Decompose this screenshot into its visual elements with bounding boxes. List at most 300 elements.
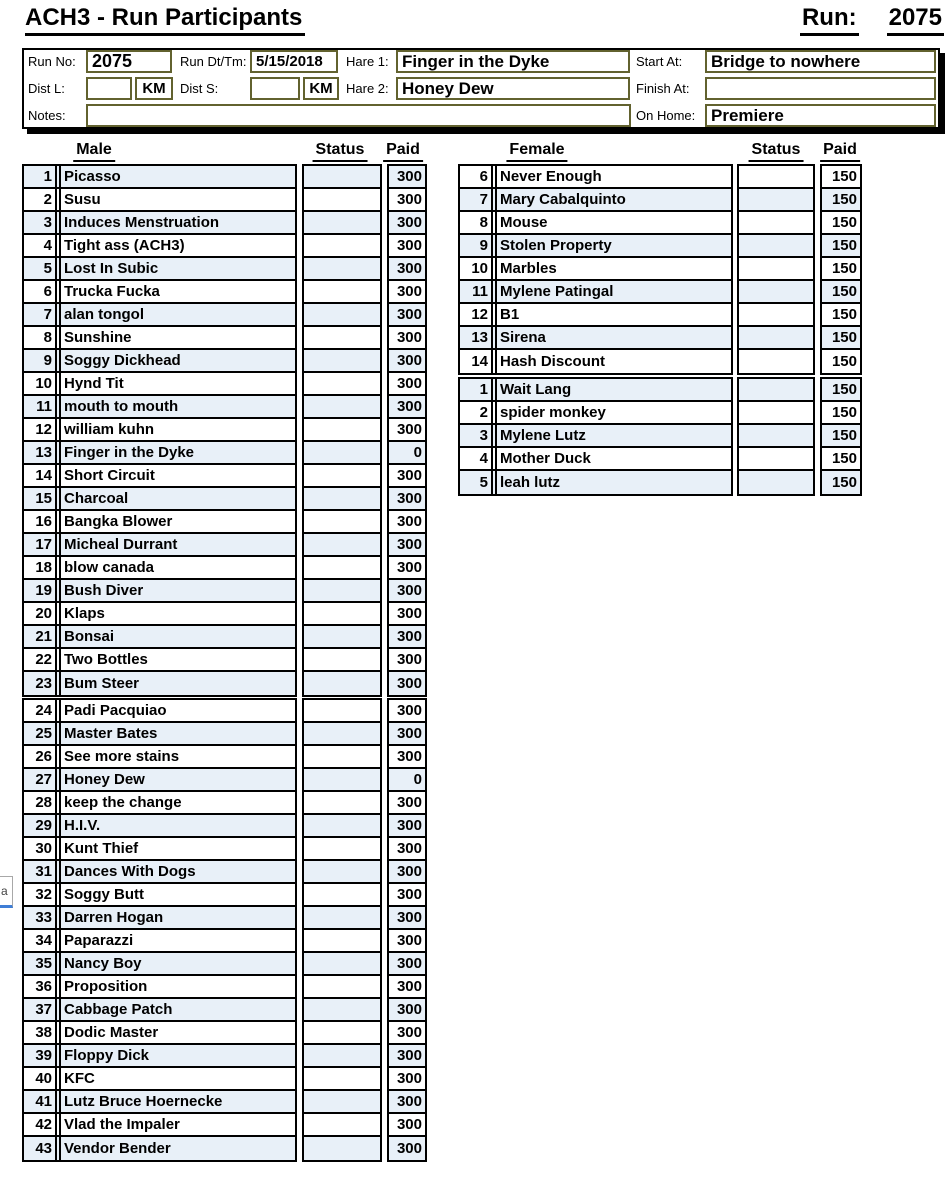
run-no-field[interactable]: 2075 <box>86 50 172 73</box>
participant-name-cell[interactable]: Soggy Dickhead <box>59 350 295 371</box>
participant-name-cell[interactable]: Lost In Subic <box>59 258 295 279</box>
paid-cell[interactable]: 150 <box>822 281 860 304</box>
table-row <box>24 672 295 695</box>
status-cell[interactable] <box>304 488 380 511</box>
status-cell[interactable] <box>304 700 380 723</box>
paid-cell[interactable]: 300 <box>389 511 425 534</box>
paid-cell[interactable]: 150 <box>822 166 860 189</box>
status-cell[interactable] <box>304 603 380 626</box>
row-number: 4 <box>24 235 57 256</box>
table-row <box>24 603 295 626</box>
table-row <box>460 258 731 281</box>
row-number: 35 <box>24 953 57 974</box>
table-row <box>24 580 295 603</box>
finish-at-field[interactable] <box>705 77 936 100</box>
table-row <box>460 402 731 425</box>
hare2-field[interactable]: Honey Dew <box>396 77 630 100</box>
row-number: 1 <box>460 379 493 400</box>
participant-name-cell[interactable]: Short Circuit <box>59 465 295 486</box>
table-row <box>24 1091 295 1114</box>
status-cell[interactable] <box>304 350 380 373</box>
table-row <box>24 746 295 769</box>
participant-name-cell[interactable]: Vlad the Impaler <box>59 1114 295 1135</box>
participant-name-cell[interactable]: Hash Discount <box>495 350 731 373</box>
table-row <box>24 396 295 419</box>
status-cell[interactable] <box>304 304 380 327</box>
row-number: 6 <box>460 166 493 187</box>
participant-name-cell[interactable]: Bum Steer <box>59 672 295 695</box>
paid-cell[interactable]: 300 <box>389 907 425 930</box>
paid-cell[interactable]: 300 <box>389 557 425 580</box>
dist-l-unit: KM <box>135 77 173 100</box>
table-row <box>24 649 295 672</box>
paid-cell[interactable]: 300 <box>389 723 425 746</box>
table-row <box>24 189 295 212</box>
participant-block <box>458 377 733 496</box>
run-info-form <box>22 48 940 129</box>
participant-name-cell[interactable]: Honey Dew <box>59 769 295 790</box>
participant-name-cell[interactable]: KFC <box>59 1068 295 1089</box>
run-badge <box>800 4 944 36</box>
table-row <box>24 884 295 907</box>
table-row <box>24 281 295 304</box>
paid-cell[interactable]: 150 <box>822 350 860 373</box>
status-cell[interactable] <box>304 1045 380 1068</box>
participant-block <box>22 164 297 697</box>
paid-cell[interactable]: 300 <box>389 861 425 884</box>
status-cell[interactable] <box>739 304 813 327</box>
participant-name-cell[interactable]: Susu <box>59 189 295 210</box>
paid-block <box>387 164 427 697</box>
participant-name-cell[interactable]: leah lutz <box>495 471 731 494</box>
participant-name-cell[interactable]: Soggy Butt <box>59 884 295 905</box>
paid-cell[interactable]: 150 <box>822 212 860 235</box>
row-number: 23 <box>24 672 57 695</box>
status-cell[interactable] <box>304 976 380 999</box>
status-cell[interactable] <box>739 402 813 425</box>
paid-cell[interactable]: 300 <box>389 603 425 626</box>
table-row <box>460 471 731 494</box>
paid-cell[interactable]: 300 <box>389 258 425 281</box>
row-number: 6 <box>24 281 57 302</box>
row-number: 11 <box>460 281 493 302</box>
table-row <box>24 442 295 465</box>
participant-name-cell[interactable]: Mylene Lutz <box>495 425 731 446</box>
paid-cell[interactable]: 300 <box>389 649 425 672</box>
status-cell[interactable] <box>304 1137 380 1160</box>
participant-name-cell[interactable]: Finger in the Dyke <box>59 442 295 463</box>
paid-cell[interactable]: 300 <box>389 815 425 838</box>
status-cell[interactable] <box>739 379 813 402</box>
start-at-field[interactable]: Bridge to nowhere <box>705 50 936 73</box>
row-number: 39 <box>24 1045 57 1066</box>
status-cell[interactable] <box>304 953 380 976</box>
paid-cell[interactable]: 0 <box>389 442 425 465</box>
status-cell[interactable] <box>304 1022 380 1045</box>
status-cell[interactable] <box>739 471 813 494</box>
dist-l-field[interactable] <box>86 77 132 100</box>
paid-cell[interactable]: 300 <box>389 1045 425 1068</box>
participant-name-cell[interactable]: william kuhn <box>59 419 295 440</box>
status-cell[interactable] <box>304 465 380 488</box>
table-row <box>24 999 295 1022</box>
table-row <box>24 1022 295 1045</box>
status-cell[interactable] <box>304 442 380 465</box>
participant-name-cell[interactable]: Mary Cabalquinto <box>495 189 731 210</box>
hare1-label: Hare 1: <box>346 54 389 69</box>
paid-cell[interactable]: 300 <box>389 999 425 1022</box>
status-cell[interactable] <box>304 534 380 557</box>
table-row <box>460 235 731 258</box>
participant-name-cell[interactable]: Bush Diver <box>59 580 295 601</box>
paid-cell[interactable]: 300 <box>389 1068 425 1091</box>
row-number: 36 <box>24 976 57 997</box>
participant-name-cell[interactable]: Never Enough <box>495 166 731 187</box>
table-row <box>24 557 295 580</box>
row-number: 14 <box>24 465 57 486</box>
status-cell[interactable] <box>304 419 380 442</box>
row-number: 4 <box>460 448 493 469</box>
paid-cell[interactable]: 300 <box>389 930 425 953</box>
row-number: 29 <box>24 815 57 836</box>
paid-cell[interactable]: 300 <box>389 672 425 695</box>
row-number: 10 <box>24 373 57 394</box>
status-cell[interactable] <box>304 649 380 672</box>
paid-cell[interactable]: 300 <box>389 465 425 488</box>
participant-name-cell[interactable]: H.I.V. <box>59 815 295 836</box>
status-cell[interactable] <box>304 930 380 953</box>
participant-name-cell[interactable]: Dodic Master <box>59 1022 295 1043</box>
row-number: 20 <box>24 603 57 624</box>
status-cell[interactable] <box>739 425 813 448</box>
table-row <box>460 350 731 373</box>
status-cell[interactable] <box>304 626 380 649</box>
table-row <box>24 626 295 649</box>
row-number: 3 <box>24 212 57 233</box>
status-cell[interactable] <box>304 1091 380 1114</box>
row-number: 27 <box>24 769 57 790</box>
row-number: 41 <box>24 1091 57 1112</box>
participant-name-cell[interactable]: Padi Pacquiao <box>59 700 295 721</box>
row-number: 2 <box>460 402 493 423</box>
row-number: 12 <box>460 304 493 325</box>
status-cell[interactable] <box>739 281 813 304</box>
paid-cell[interactable]: 300 <box>389 976 425 999</box>
row-number: 13 <box>460 327 493 348</box>
row-number: 14 <box>460 350 493 373</box>
status-cell[interactable] <box>304 815 380 838</box>
status-cell[interactable] <box>739 327 813 350</box>
status-cell[interactable] <box>739 235 813 258</box>
table-row <box>24 419 295 442</box>
participant-name-cell[interactable]: Picasso <box>59 166 295 187</box>
participant-name-cell[interactable]: keep the change <box>59 792 295 813</box>
row-number: 2 <box>24 189 57 210</box>
status-block <box>302 164 382 697</box>
paid-cell[interactable]: 300 <box>389 166 425 189</box>
paid-cell[interactable]: 300 <box>389 580 425 603</box>
row-number: 31 <box>24 861 57 882</box>
paid-cell[interactable]: 300 <box>389 396 425 419</box>
row-number: 7 <box>24 304 57 325</box>
paid-cell[interactable]: 300 <box>389 1091 425 1114</box>
participant-name-cell[interactable]: Cabbage Patch <box>59 999 295 1020</box>
male-table-title: Male <box>73 141 115 162</box>
table-row <box>24 258 295 281</box>
status-cell[interactable] <box>304 999 380 1022</box>
status-cell[interactable] <box>304 258 380 281</box>
row-number: 7 <box>460 189 493 210</box>
paid-cell[interactable]: 150 <box>822 258 860 281</box>
table-row <box>24 861 295 884</box>
run-number: 2075 <box>887 4 944 36</box>
paid-cell[interactable]: 300 <box>389 281 425 304</box>
status-cell[interactable] <box>739 212 813 235</box>
status-cell[interactable] <box>304 166 380 189</box>
paid-cell[interactable]: 300 <box>389 700 425 723</box>
participant-name-cell[interactable]: Bangka Blower <box>59 511 295 532</box>
paid-cell[interactable]: 150 <box>822 304 860 327</box>
participant-name-cell[interactable]: See more stains <box>59 746 295 767</box>
table-row <box>24 350 295 373</box>
paid-cell[interactable]: 300 <box>389 1114 425 1137</box>
paid-cell[interactable]: 150 <box>822 448 860 471</box>
screen-artifact: a <box>0 876 13 908</box>
status-cell[interactable] <box>304 792 380 815</box>
table-row <box>24 769 295 792</box>
paid-cell[interactable]: 150 <box>822 235 860 258</box>
participant-name-cell[interactable]: Mylene Patingal <box>495 281 731 302</box>
row-number: 5 <box>24 258 57 279</box>
table-row <box>24 373 295 396</box>
participant-name-cell[interactable]: mouth to mouth <box>59 396 295 417</box>
paid-cell[interactable]: 300 <box>389 746 425 769</box>
status-cell[interactable] <box>304 373 380 396</box>
paid-cell[interactable]: 300 <box>389 626 425 649</box>
table-row <box>460 189 731 212</box>
participant-name-cell[interactable]: Paparazzi <box>59 930 295 951</box>
participant-name-cell[interactable]: Lutz Bruce Hoernecke <box>59 1091 295 1112</box>
paid-block <box>387 698 427 1162</box>
paid-cell[interactable]: 300 <box>389 350 425 373</box>
paid-cell[interactable]: 0 <box>389 769 425 792</box>
status-cell[interactable] <box>304 907 380 930</box>
row-number: 24 <box>24 700 57 721</box>
table-row <box>24 1045 295 1068</box>
participant-name-cell[interactable]: Mouse <box>495 212 731 233</box>
status-cell[interactable] <box>304 511 380 534</box>
status-cell[interactable] <box>739 350 813 373</box>
table-row <box>24 511 295 534</box>
participant-name-cell[interactable]: alan tongol <box>59 304 295 325</box>
participant-name-cell[interactable]: blow canada <box>59 557 295 578</box>
status-cell[interactable] <box>739 189 813 212</box>
status-cell[interactable] <box>304 672 380 695</box>
status-cell[interactable] <box>304 769 380 792</box>
row-number: 26 <box>24 746 57 767</box>
status-cell[interactable] <box>304 746 380 769</box>
row-number: 19 <box>24 580 57 601</box>
participant-name-cell[interactable]: Induces Menstruation <box>59 212 295 233</box>
status-cell[interactable] <box>304 327 380 350</box>
status-block <box>737 164 815 375</box>
status-cell[interactable] <box>304 212 380 235</box>
paid-cell[interactable]: 150 <box>822 402 860 425</box>
paid-cell[interactable]: 300 <box>389 235 425 258</box>
table-row <box>24 723 295 746</box>
participant-name-cell[interactable]: Micheal Durrant <box>59 534 295 555</box>
finish-at-label: Finish At: <box>636 81 690 96</box>
table-row <box>460 448 731 471</box>
status-cell[interactable] <box>304 189 380 212</box>
status-cell[interactable] <box>304 557 380 580</box>
table-row <box>24 488 295 511</box>
table-row <box>24 700 295 723</box>
status-cell[interactable] <box>739 166 813 189</box>
paid-block <box>820 377 862 496</box>
table-row <box>24 930 295 953</box>
row-number: 21 <box>24 626 57 647</box>
notes-field[interactable] <box>86 104 631 127</box>
status-cell[interactable] <box>304 396 380 419</box>
on-home-field[interactable]: Premiere <box>705 104 936 127</box>
row-number: 22 <box>24 649 57 670</box>
row-number: 33 <box>24 907 57 928</box>
table-row <box>24 953 295 976</box>
row-number: 38 <box>24 1022 57 1043</box>
participant-name-cell[interactable]: Sunshine <box>59 327 295 348</box>
run-date-label: Run Dt/Tm: <box>180 54 247 69</box>
paid-cell[interactable]: 300 <box>389 327 425 350</box>
paid-block <box>820 164 862 375</box>
status-cell[interactable] <box>739 258 813 281</box>
participant-name-cell[interactable]: B1 <box>495 304 731 325</box>
status-cell[interactable] <box>739 448 813 471</box>
paid-cell[interactable]: 300 <box>389 534 425 557</box>
paid-cell[interactable]: 300 <box>389 304 425 327</box>
table-row <box>460 304 731 327</box>
paid-cell[interactable]: 300 <box>389 792 425 815</box>
participant-name-cell[interactable]: Dances With Dogs <box>59 861 295 882</box>
male-paid-header: Paid <box>383 141 423 162</box>
table-row <box>24 1114 295 1137</box>
status-cell[interactable] <box>304 580 380 603</box>
participant-name-cell[interactable]: Nancy Boy <box>59 953 295 974</box>
table-row <box>24 838 295 861</box>
paid-cell[interactable]: 300 <box>389 884 425 907</box>
participant-name-cell[interactable]: Wait Lang <box>495 379 731 400</box>
status-cell[interactable] <box>304 281 380 304</box>
participant-name-cell[interactable]: Vendor Bender <box>59 1137 295 1160</box>
paid-cell[interactable]: 150 <box>822 189 860 212</box>
paid-cell[interactable]: 150 <box>822 425 860 448</box>
paid-cell[interactable]: 300 <box>389 488 425 511</box>
status-cell[interactable] <box>304 1114 380 1137</box>
participant-name-cell[interactable]: spider monkey <box>495 402 731 423</box>
paid-cell[interactable]: 300 <box>389 419 425 442</box>
row-number: 9 <box>460 235 493 256</box>
participant-name-cell[interactable]: Proposition <box>59 976 295 997</box>
female-paid-header: Paid <box>820 141 860 162</box>
status-cell[interactable] <box>304 838 380 861</box>
participant-name-cell[interactable]: Floppy Dick <box>59 1045 295 1066</box>
dist-s-field[interactable] <box>250 77 300 100</box>
participant-name-cell[interactable]: Tight ass (ACH3) <box>59 235 295 256</box>
participant-name-cell[interactable]: Marbles <box>495 258 731 279</box>
paid-cell[interactable]: 300 <box>389 1137 425 1160</box>
status-block <box>737 377 815 496</box>
row-number: 42 <box>24 1114 57 1135</box>
table-row <box>24 465 295 488</box>
participant-name-cell[interactable]: Sirena <box>495 327 731 348</box>
participant-name-cell[interactable]: Kunt Thief <box>59 838 295 859</box>
table-row <box>24 907 295 930</box>
table-row <box>24 534 295 557</box>
row-number: 32 <box>24 884 57 905</box>
run-date-field[interactable]: 5/15/2018 <box>250 50 338 73</box>
male-status-header: Status <box>313 141 368 162</box>
status-cell[interactable] <box>304 884 380 907</box>
paid-cell[interactable]: 150 <box>822 471 860 494</box>
table-row <box>460 281 731 304</box>
row-number: 12 <box>24 419 57 440</box>
table-row <box>24 1068 295 1091</box>
start-at-label: Start At: <box>636 54 683 69</box>
status-cell[interactable] <box>304 1068 380 1091</box>
row-number: 16 <box>24 511 57 532</box>
paid-cell[interactable]: 150 <box>822 379 860 402</box>
participant-name-cell[interactable]: Mother Duck <box>495 448 731 469</box>
participant-name-cell[interactable]: Hynd Tit <box>59 373 295 394</box>
paid-cell[interactable]: 300 <box>389 212 425 235</box>
participant-name-cell[interactable]: Charcoal <box>59 488 295 509</box>
participant-name-cell[interactable]: Trucka Fucka <box>59 281 295 302</box>
paid-cell[interactable]: 300 <box>389 1022 425 1045</box>
female-table-title: Female <box>506 141 567 162</box>
notes-label: Notes: <box>28 108 66 123</box>
table-row <box>460 327 731 350</box>
status-cell[interactable] <box>304 723 380 746</box>
table-row <box>24 212 295 235</box>
status-cell[interactable] <box>304 235 380 258</box>
paid-cell[interactable]: 300 <box>389 838 425 861</box>
table-row <box>24 976 295 999</box>
row-number: 3 <box>460 425 493 446</box>
row-number: 8 <box>24 327 57 348</box>
run-label: Run: <box>800 4 859 36</box>
paid-cell[interactable]: 300 <box>389 953 425 976</box>
participant-name-cell[interactable]: Two Bottles <box>59 649 295 670</box>
paid-cell[interactable]: 150 <box>822 327 860 350</box>
table-row <box>460 425 731 448</box>
table-row <box>24 1137 295 1160</box>
table-row <box>24 327 295 350</box>
paid-cell[interactable]: 300 <box>389 373 425 396</box>
on-home-label: On Home: <box>636 108 696 123</box>
participant-name-cell[interactable]: Klaps <box>59 603 295 624</box>
participant-name-cell[interactable]: Master Bates <box>59 723 295 744</box>
row-number: 30 <box>24 838 57 859</box>
paid-cell[interactable]: 300 <box>389 189 425 212</box>
row-number: 1 <box>24 166 57 187</box>
participant-name-cell[interactable]: Bonsai <box>59 626 295 647</box>
participant-name-cell[interactable]: Darren Hogan <box>59 907 295 928</box>
status-cell[interactable] <box>304 861 380 884</box>
table-row <box>24 166 295 189</box>
participant-name-cell[interactable]: Stolen Property <box>495 235 731 256</box>
row-number: 17 <box>24 534 57 555</box>
hare1-field[interactable]: Finger in the Dyke <box>396 50 630 73</box>
